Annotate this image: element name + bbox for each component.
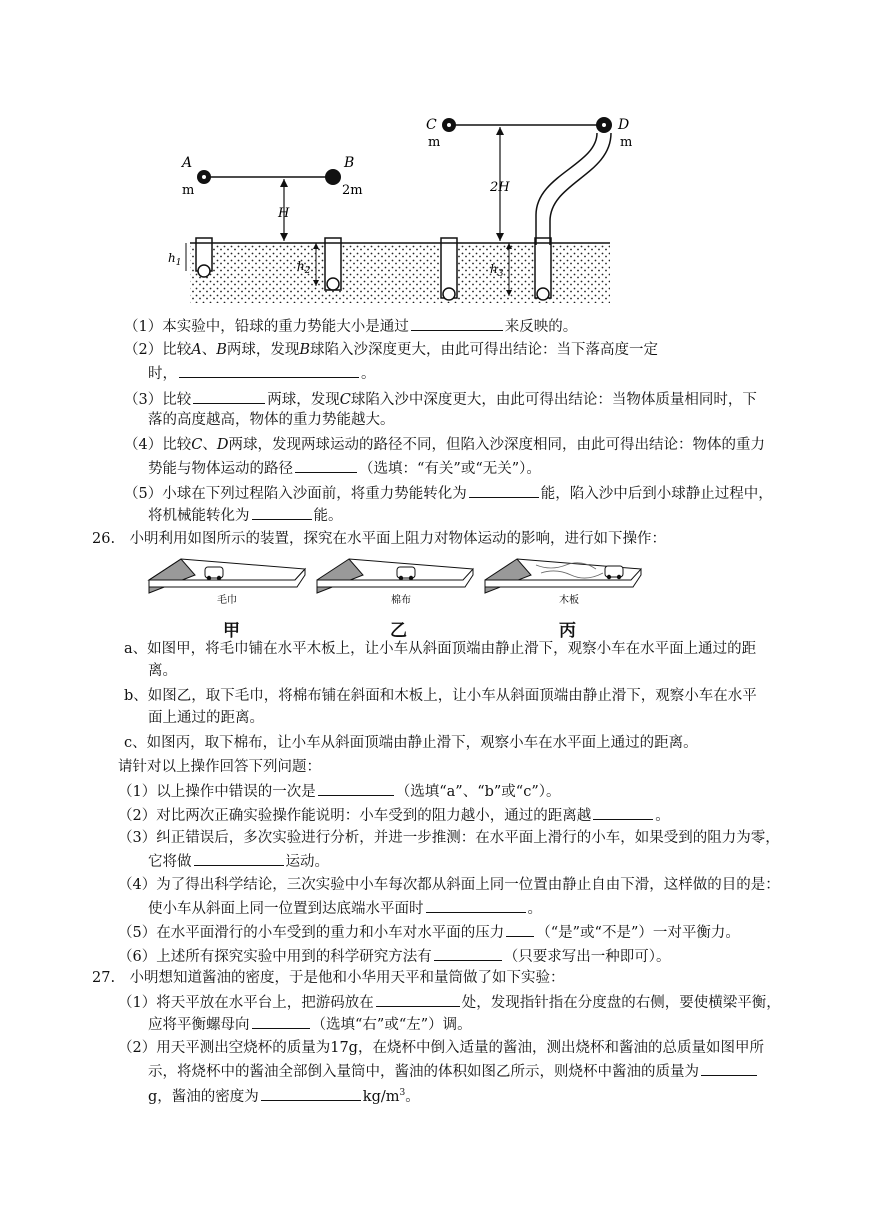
caption-yi: 乙: [390, 621, 407, 641]
mass-d: m: [620, 135, 633, 150]
h-label: H: [278, 206, 290, 221]
answer-blank[interactable]: [434, 946, 502, 961]
q26-question5: （5）在水平面滑行的小车受到的重力和小车对水平面的压力 （“是”或“不是”）一对平衡力。: [118, 922, 740, 942]
sand-pit-figure: [160, 105, 633, 310]
q25-part4-line2: 势能与物体运动的路径 （选填：“有关”或“无关”）。: [148, 458, 541, 478]
curved-tube: [536, 133, 597, 245]
q25-part2-line2: 时， 。: [148, 363, 376, 383]
q26-question3-line2: 它将做 运动。: [148, 851, 329, 871]
q25-part5: （5）小球在下列过程陷入沙面前，将重力势能转化为 能，陷入沙中后到小球静止过程中，: [124, 483, 773, 503]
caption-bing: 丙: [559, 621, 576, 641]
ball-a-in-sand: [198, 265, 210, 277]
surface-cotton: 棉布: [391, 595, 411, 606]
answer-blank[interactable]: [701, 1061, 757, 1076]
q25-part5-line2: 将机械能转化为 能。: [148, 505, 343, 525]
q26-ask: 请针对以上操作回答下列问题：: [118, 759, 321, 775]
answer-blank[interactable]: [318, 781, 394, 796]
ball-b-in-sand: [327, 278, 339, 290]
label-b: B: [344, 155, 355, 171]
q26-step-a: a、如图甲，将毛巾铺在水平木板上，让小车从斜面顶端由静止滑下，观察小车在水平面上通过的距: [124, 641, 757, 657]
label-d: D: [618, 117, 630, 133]
q27-intro: 27. 小明想知道酱油的密度，于是他和小华用天平和量筒做了如下实验：: [92, 970, 565, 986]
answer-blank[interactable]: [194, 851, 284, 866]
q27-part1: （1）将天平放在水平台上，把游码放在 处，发现指针指在分度盘的右侧，要使横梁平衡，: [118, 992, 781, 1012]
q26-step-c: c、如图丙，取下棉布，让小车从斜面顶端由静止滑下，观察小车在水平面上通过的距离。: [124, 735, 698, 751]
q26-question4: （4）为了得出科学结论，三次实验中小车每次都从斜面上同一位置由静止自由下滑，这样做的目的是：: [118, 877, 780, 893]
answer-blank[interactable]: [252, 505, 312, 520]
h1-label: $h_1$: [168, 251, 182, 268]
q27-part2-line3: g，酱油的密度为 $kg/m^3$。: [148, 1084, 420, 1106]
q25-part3-line2: 落的高度越高，物体的重力势能越大。: [148, 412, 395, 428]
h2-label: $h_2$: [297, 259, 311, 276]
q25-part1: （1）本实验中，铅球的重力势能大小是通过 来反映的。: [124, 316, 577, 336]
answer-blank[interactable]: [506, 922, 534, 937]
q25-part2: （2）比较A、B两球，发现B球陷入沙深度更大，由此可得出结论：当下落高度一定: [124, 342, 659, 358]
h3-label: $h_3$: [490, 262, 504, 279]
ramp-wood: [485, 559, 641, 593]
answer-blank[interactable]: [179, 363, 359, 378]
answer-blank[interactable]: [426, 898, 526, 913]
mass-a: m: [182, 183, 195, 198]
label-c: C: [426, 117, 437, 133]
q26-step-b: b、如图乙，取下毛巾，将棉布铺在斜面和木板上，让小车从斜面顶端由静止滑下，观察小车在水平: [124, 688, 757, 704]
q27-part1-line2: 应将平衡螺母向 （选填“右”或“左”）调。: [148, 1014, 472, 1034]
q26-question3: （3）纠正错误后，多次实验进行分析，并进一步推测：在水平面上滑行的小车，如果受到的阻力为零，: [118, 830, 780, 846]
2h-label: 2H: [490, 180, 510, 195]
answer-blank[interactable]: [252, 1014, 310, 1029]
mass-c: m: [428, 135, 441, 150]
answer-blank[interactable]: [261, 1086, 361, 1101]
q26-question2: （2）对比两次正确实验操作能说明：小车受到的阻力越小，通过的距离越 。: [118, 805, 670, 825]
q27-part2-line2: 示，将烧杯中的酱油全部倒入量筒中，酱油的体积如图乙所示，则烧杯中酱油的质量为: [148, 1061, 759, 1081]
q26-step-b-line2: 面上通过的距离。: [148, 710, 264, 726]
q26-question1: （1）以上操作中错误的一次是 （选填“a”、“b”或“c”）。: [118, 781, 561, 801]
surface-wood: 木板: [559, 595, 579, 606]
surface-towel: 毛巾: [217, 595, 237, 606]
ball-d-in-sand: [537, 288, 549, 300]
ramp-towel: [149, 559, 305, 593]
q25-part4: （4）比较C、D两球，发现两球运动的路径不同，但陷入沙深度相同，由此可得出结论：物体的重力: [124, 437, 765, 453]
q27-part2: （2）用天平测出空烧杯的质量为17g，在烧杯中倒入适量的酱油，测出烧杯和酱油的总质量如图甲所: [118, 1040, 764, 1056]
answer-blank[interactable]: [295, 458, 357, 473]
label-a: A: [182, 155, 193, 171]
answer-blank[interactable]: [376, 992, 460, 1007]
q25-part3: （3）比较 两球，发现C球陷入沙中深度更大，由此可得出结论：当物体质量相同时，下: [124, 389, 757, 409]
caption-jia: 甲: [223, 621, 240, 641]
ball-c-in-sand: [443, 288, 455, 300]
q26-step-a-line2: 离。: [148, 663, 177, 679]
ramp-figures: [145, 555, 655, 605]
mass-b: 2m: [342, 183, 363, 198]
answer-blank[interactable]: [193, 389, 265, 404]
answer-blank[interactable]: [411, 316, 503, 331]
q26-question6: （6）上述所有探究实验中用到的科学研究方法有 （只要求写出一种即可）。: [118, 946, 670, 966]
q26-question4-line2: 使小车从斜面上同一位置到达底端水平面时 。: [148, 898, 542, 918]
answer-blank[interactable]: [593, 805, 653, 820]
q26-intro: 26. 小明利用如图所示的装置，探究在水平面上阻力对物体运动的影响，进行如下操作：: [92, 531, 667, 547]
ramp-cotton: [317, 559, 473, 593]
answer-blank[interactable]: [469, 483, 539, 498]
ball-b: [325, 169, 341, 185]
